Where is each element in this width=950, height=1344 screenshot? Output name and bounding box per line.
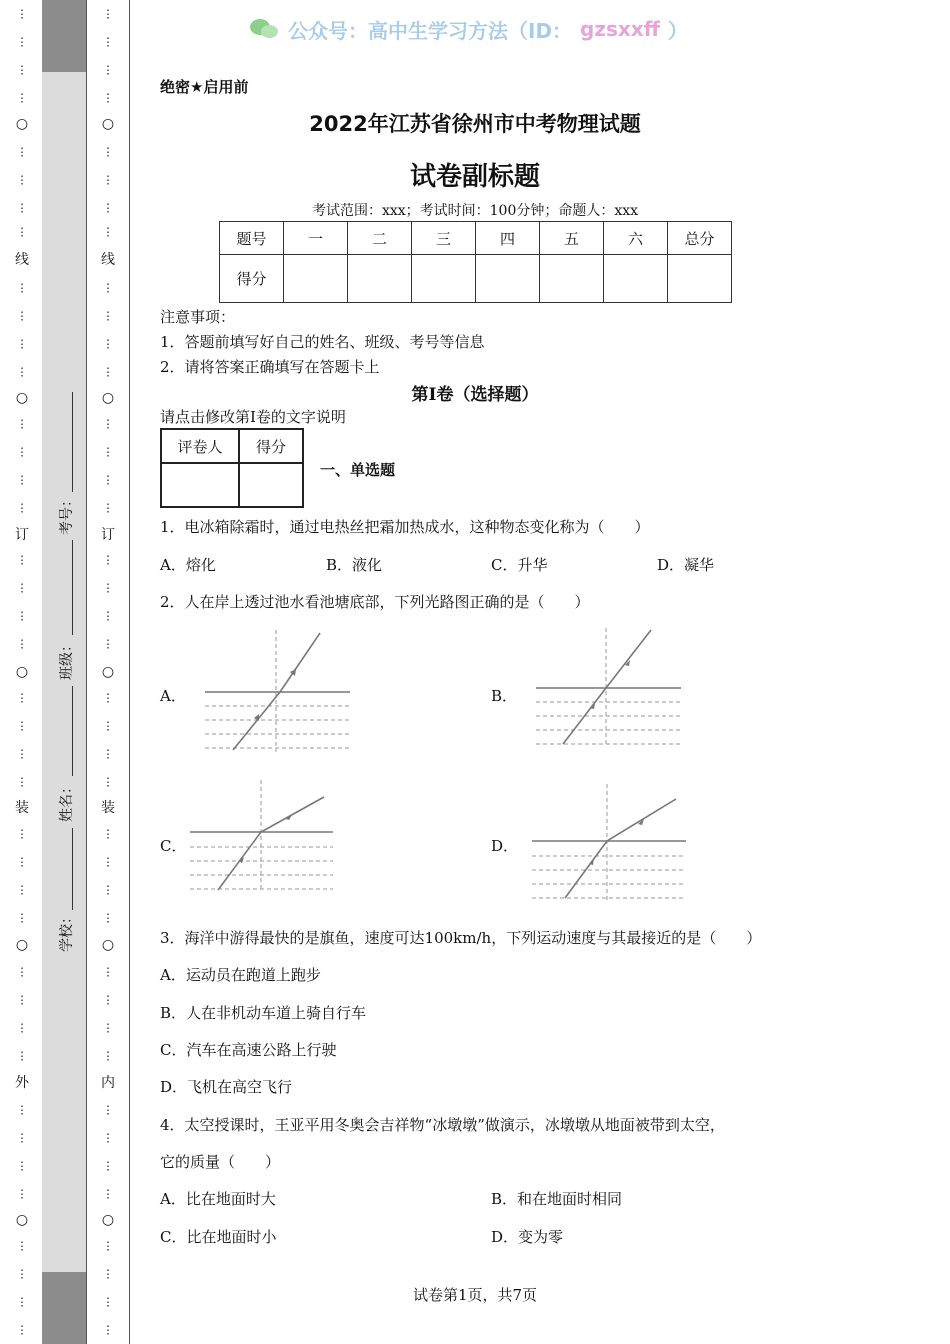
field-class-line (72, 540, 73, 635)
inner-binding-dots: ⋮ (102, 417, 114, 431)
outer-binding-dots: ⋮ (16, 553, 28, 567)
field-school-line (72, 828, 73, 910)
inner-binding-dots: ⋮ (102, 91, 114, 105)
outer-binding-mark: ○ (15, 116, 29, 132)
inner-binding-dots: ⋮ (102, 993, 114, 1007)
score-input-cell[interactable] (284, 255, 348, 303)
grader-table (160, 428, 304, 508)
outer-binding-mark: ○ (15, 390, 29, 406)
outer-binding-dots: ⋮ (16, 775, 28, 789)
score-header-cell: 五 (540, 222, 604, 255)
outer-binding-dots: ⋮ (16, 1187, 28, 1201)
inner-binding-mark: 订 (101, 527, 115, 543)
inner-binding-dots: ⋮ (102, 1131, 114, 1145)
exam-info: 考试范围：xxx；考试时间：100分钟；命题人：xxx (311, 203, 639, 219)
field-school: 学校： (59, 910, 75, 952)
score-input-cell[interactable] (412, 255, 476, 303)
outer-binding-dots: ⋮ (16, 581, 28, 595)
inner-binding-dots: ⋮ (102, 1049, 114, 1063)
outer-binding-dots: ⋮ (16, 1295, 28, 1309)
option-b[interactable]: B．人在非机动车道上骑自行车 (160, 1004, 367, 1022)
outer-binding-dots: ⋮ (16, 993, 28, 1007)
light-ray (563, 630, 651, 744)
score-row-label: 得分 (220, 255, 284, 303)
outer-binding-mark: ○ (15, 664, 29, 680)
outer-binding-dots: ⋮ (16, 1021, 28, 1035)
grader-header: 得分 (239, 429, 303, 463)
outer-binding-dots: ⋮ (16, 827, 28, 841)
score-input-cell[interactable] (604, 255, 668, 303)
inner-binding-dots: ⋮ (102, 719, 114, 733)
field-class: 班级： (59, 638, 75, 680)
option-a[interactable]: A．运动员在跑道上跑步 (160, 966, 321, 984)
inner-binding-dots: ⋮ (102, 747, 114, 761)
light-path-diagram-b[interactable] (533, 628, 683, 748)
outer-binding-dots: ⋮ (16, 337, 28, 351)
inner-binding-dots: ⋮ (102, 501, 114, 515)
outer-binding-dots: ⋮ (16, 309, 28, 323)
inner-binding-mark: 内 (101, 1075, 115, 1091)
page-footer: 试卷第1页，共7页 (412, 1286, 538, 1304)
outer-binding-dots: ⋮ (16, 965, 28, 979)
outer-binding-mark: 装 (15, 800, 29, 816)
score-input-cell[interactable] (668, 255, 732, 303)
outer-binding-dots: ⋮ (16, 91, 28, 105)
outer-binding-dots: ⋮ (16, 1239, 28, 1253)
inner-binding-dots: ⋮ (102, 35, 114, 49)
outer-binding-dots: ⋮ (16, 1131, 28, 1145)
score-header-cell: 六 (604, 222, 668, 255)
question-stem: 3．海洋中游得最快的是旗鱼，速度可达100km/h，下列运动速度与其最接近的是（ ） (160, 929, 762, 947)
outer-binding-dots: ⋮ (16, 417, 28, 431)
outer-binding-dots: ⋮ (16, 1103, 28, 1117)
inner-binding-mark: ○ (101, 1212, 115, 1228)
inner-binding-dots: ⋮ (102, 911, 114, 925)
inner-binding-dots: ⋮ (102, 445, 114, 459)
inner-binding-dots: ⋮ (102, 1239, 114, 1253)
option-d[interactable]: D．飞机在高空飞行 (160, 1078, 293, 1096)
inner-binding-mark: ○ (101, 664, 115, 680)
outer-binding-dots: ⋮ (16, 281, 28, 295)
ray-arrow (590, 703, 595, 709)
score-header-cell: 题号 (220, 222, 284, 255)
outer-binding-dots: ⋮ (16, 1267, 28, 1281)
outer-binding-dots: ⋮ (16, 225, 28, 239)
inner-binding-dots: ⋮ (102, 473, 114, 487)
inner-binding-dots: ⋮ (102, 145, 114, 159)
notes-heading: 注意事项： (160, 308, 236, 326)
outer-binding-dots: ⋮ (16, 1323, 28, 1337)
outer-binding-mark: ○ (15, 1212, 29, 1228)
outer-binding-dots: ⋮ (16, 201, 28, 215)
notes-item: 2．请将答案正确填写在答题卡上 (160, 358, 380, 376)
inner-binding-mark: 装 (101, 800, 115, 816)
section-title: 第I卷（选择题） (411, 385, 539, 405)
inner-binding-dots: ⋮ (102, 691, 114, 705)
inner-binding-dots: ⋮ (102, 63, 114, 77)
outer-binding-dots: ⋮ (16, 365, 28, 379)
option-d[interactable]: D．变为零 (491, 1228, 564, 1246)
outer-binding-dots: ⋮ (16, 445, 28, 459)
field-name: 姓名： (59, 780, 75, 822)
watermark-close: ） (667, 18, 688, 43)
option-c[interactable]: C． (160, 837, 187, 855)
option-a[interactable]: A． (160, 687, 186, 705)
field-name-line (72, 686, 73, 776)
inner-binding-dots: ⋮ (102, 1103, 114, 1117)
inner-binding-dots: ⋮ (102, 7, 114, 21)
option-c[interactable]: C．升华 (491, 556, 548, 574)
strip-dark-top (42, 0, 86, 72)
inner-binding-mark: ○ (101, 116, 115, 132)
score-input-cell[interactable] (476, 255, 540, 303)
inner-binding-dots: ⋮ (102, 855, 114, 869)
option-a[interactable]: A．熔化 (160, 556, 216, 574)
page-subtitle: 试卷副标题 (409, 162, 540, 192)
light-path-diagram-d[interactable] (530, 784, 688, 904)
page-title: 2022年江苏省徐州市中考物理试题 (309, 112, 641, 136)
inner-binding-mark: ○ (101, 937, 115, 953)
inner-binding-mark: ○ (101, 390, 115, 406)
field-exam-number: 考号： (59, 493, 75, 535)
strip-dark-bottom (42, 1272, 86, 1344)
inner-binding-dots: ⋮ (102, 1295, 114, 1309)
section-instruction[interactable]: 请点击修改第I卷的文字说明 (160, 408, 346, 426)
inner-binding-dots: ⋮ (102, 1187, 114, 1201)
option-b[interactable]: B．液化 (326, 556, 383, 574)
outer-binding-dots: ⋮ (16, 719, 28, 733)
score-input-cell[interactable] (540, 255, 604, 303)
inner-binding-dots: ⋮ (102, 637, 114, 651)
inner-binding-dots: ⋮ (102, 883, 114, 897)
light-ray (218, 797, 324, 890)
score-header-cell: 四 (476, 222, 540, 255)
question-stem-continued: 它的质量（ ） (160, 1153, 281, 1171)
inner-binding-dots: ⋮ (102, 609, 114, 623)
grader-input-cell[interactable] (239, 463, 303, 507)
outer-binding-dots: ⋮ (16, 1049, 28, 1063)
question-stem: 2．人在岸上透过池水看池塘底部，下列光路图正确的是（ ） (160, 593, 590, 611)
inner-binding-dots: ⋮ (102, 775, 114, 789)
option-b[interactable]: B．和在地面时相同 (491, 1190, 623, 1208)
watermark-text: 公众号：高中生学习方法（ID： (288, 18, 573, 43)
outer-binding-dots: ⋮ (16, 7, 28, 21)
option-d[interactable]: D．凝华 (657, 556, 715, 574)
inner-binding-dots: ⋮ (102, 965, 114, 979)
inner-binding-dots: ⋮ (102, 827, 114, 841)
inner-binding-dots: ⋮ (102, 309, 114, 323)
inner-binding-dots: ⋮ (102, 581, 114, 595)
outer-binding-mark: ○ (15, 937, 29, 953)
secret-label: 绝密★启用前 (160, 78, 249, 96)
outer-binding-dots: ⋮ (16, 911, 28, 925)
option-c[interactable]: C．汽车在高速公路上行驶 (160, 1041, 337, 1059)
inner-binding-dots: ⋮ (102, 281, 114, 295)
inner-binding-dots: ⋮ (102, 173, 114, 187)
watermark (250, 12, 710, 46)
outer-binding-dots: ⋮ (16, 691, 28, 705)
option-d[interactable]: D． (491, 837, 519, 855)
outer-binding-dots: ⋮ (16, 473, 28, 487)
outer-binding-dots: ⋮ (16, 609, 28, 623)
inner-binding-dots: ⋮ (102, 365, 114, 379)
outer-binding-mark: 线 (15, 252, 29, 268)
inner-binding-dots: ⋮ (102, 1021, 114, 1035)
outer-binding-mark: 外 (15, 1075, 29, 1091)
question-stem: 1．电冰箱除霜时，通过电热丝把霜加热成水，这种物态变化称为（ ） (160, 518, 650, 536)
wechat-icon (250, 17, 280, 41)
score-header-cell: 总分 (668, 222, 732, 255)
field-exam-number-line (72, 392, 73, 492)
outer-binding-dots: ⋮ (16, 173, 28, 187)
outer-binding-dots: ⋮ (16, 883, 28, 897)
outer-binding-dots: ⋮ (16, 1159, 28, 1173)
outer-binding-dots: ⋮ (16, 501, 28, 515)
option-a[interactable]: A．比在地面时大 (160, 1190, 276, 1208)
outer-binding-dots: ⋮ (16, 35, 28, 49)
part-title: 一、单选题 (320, 461, 396, 479)
score-header-cell: 一 (284, 222, 348, 255)
light-path-diagram-a[interactable] (200, 630, 355, 755)
inner-binding-mark: 线 (101, 252, 115, 268)
inner-binding-dots: ⋮ (102, 1267, 114, 1281)
outer-binding-dots: ⋮ (16, 747, 28, 761)
score-table (219, 221, 732, 303)
inner-binding-dots: ⋮ (102, 1159, 114, 1173)
grader-header: 评卷人 (161, 429, 239, 463)
option-b[interactable]: B． (491, 687, 518, 705)
option-c[interactable]: C．比在地面时小 (160, 1228, 277, 1246)
inner-binding-dots: ⋮ (102, 553, 114, 567)
outer-binding-dots: ⋮ (16, 855, 28, 869)
inner-binding-dots: ⋮ (102, 1323, 114, 1337)
outer-binding-dots: ⋮ (16, 145, 28, 159)
ray-arrow (589, 858, 594, 865)
outer-binding-dots: ⋮ (16, 637, 28, 651)
notes-item: 1．答题前填写好自己的姓名、班级、考号等信息 (160, 333, 485, 351)
light-path-diagram-c[interactable] (188, 780, 338, 895)
watermark-id: gzsxxff (580, 17, 660, 41)
inner-binding-dots: ⋮ (102, 337, 114, 351)
grader-input-cell[interactable] (161, 463, 239, 507)
inner-binding-dots: ⋮ (102, 201, 114, 215)
question-stem: 4．太空授课时，王亚平用冬奥会吉祥物“冰墩墩”做演示，冰墩墩从地面被带到太空， (160, 1116, 725, 1134)
inner-binding-dots: ⋮ (102, 225, 114, 239)
outer-binding-dots: ⋮ (16, 63, 28, 77)
score-header-cell: 三 (412, 222, 476, 255)
score-header-cell: 二 (348, 222, 412, 255)
light-ray (565, 799, 676, 898)
score-input-cell[interactable] (348, 255, 412, 303)
outer-binding-mark: 订 (15, 527, 29, 543)
